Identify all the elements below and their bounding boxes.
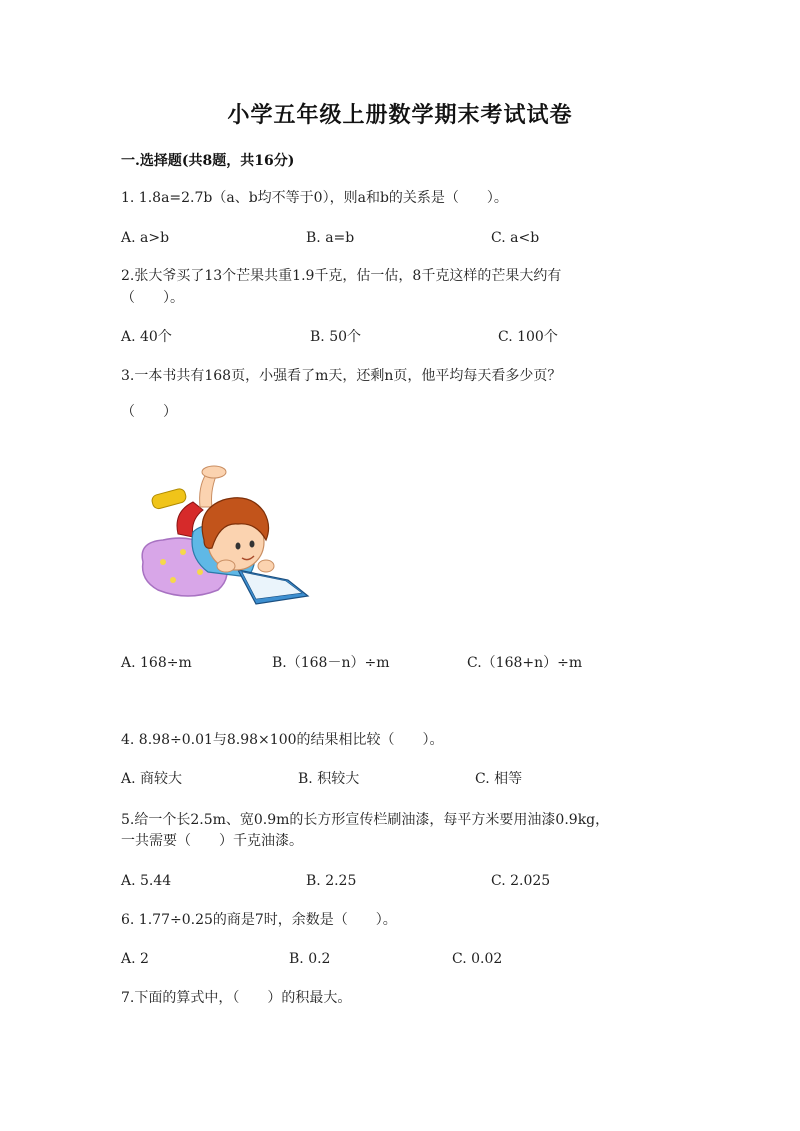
question-2: 2.张大爷买了13个芒果共重1.9千克，估一估，8千克这样的芒果大约有	[121, 268, 562, 284]
foot	[202, 466, 226, 478]
question-6: 6. 1.77÷0.25的商是7时，余数是（ ）。	[121, 912, 397, 928]
q2-option-b[interactable]: B. 50个	[310, 329, 362, 345]
q4-option-c[interactable]: C. 相等	[475, 771, 523, 787]
q1-option-a[interactable]: A. a>b	[121, 230, 170, 246]
question-5: 5.给一个长2.5m、宽0.9m的长方形宣传栏刷油漆，每平方米要用油漆0.9kg，	[121, 812, 610, 828]
q4-option-b[interactable]: B. 积较大	[298, 771, 360, 787]
question-3: 3.一本书共有168页，小强看了m天，还剩n页，他平均每天看多少页？	[121, 368, 562, 384]
q5-option-a[interactable]: A. 5.44	[121, 873, 172, 889]
eye	[250, 541, 255, 548]
q3-option-b[interactable]: B.（168－n）÷m	[272, 655, 390, 671]
leg-up	[200, 474, 216, 507]
pillow-dot	[170, 577, 176, 583]
q1-option-b[interactable]: B. a=b	[306, 230, 355, 246]
question-4: 4. 8.98÷0.01与8.98×100的结果相比较（ ）。	[121, 732, 444, 748]
pillow-dot	[197, 569, 203, 575]
pillow-dot	[160, 559, 166, 565]
q3-option-a[interactable]: A. 168÷m	[121, 655, 192, 671]
question-2-cont: （ ）。	[121, 290, 184, 306]
q2-option-c[interactable]: C. 100个	[498, 329, 558, 345]
question-7: 7.下面的算式中，（ ）的积最大。	[121, 990, 352, 1006]
q1-option-c[interactable]: C. a<b	[491, 230, 540, 246]
q5-option-c[interactable]: C. 2.025	[491, 873, 551, 889]
hand	[217, 560, 235, 572]
q2-option-a[interactable]: A. 40个	[121, 329, 172, 345]
q5-option-b[interactable]: B. 2.25	[306, 873, 357, 889]
sock-yellow	[151, 488, 187, 510]
question-3-cont: （ ）	[121, 404, 177, 420]
question-1: 1. 1.8a=2.7b（a、b均不等于0），则a和b的关系是（ ）。	[121, 190, 508, 206]
q6-option-c[interactable]: C. 0.02	[452, 951, 503, 967]
hand	[258, 560, 274, 572]
section-heading: 一.选择题(共8题，共16分)	[121, 153, 295, 169]
q4-option-a[interactable]: A. 商较大	[121, 771, 183, 787]
pillow-dot	[180, 549, 186, 555]
child-reading-illustration	[138, 462, 318, 612]
q6-option-b[interactable]: B. 0.2	[289, 951, 331, 967]
exam-title: 小学五年级上册数学期末考试试卷	[227, 102, 573, 128]
eye	[236, 543, 241, 550]
q3-option-c[interactable]: C.（168+n）÷m	[467, 655, 583, 671]
question-5-cont: 一共需要（ ）千克油漆。	[121, 833, 303, 849]
q6-option-a[interactable]: A. 2	[121, 951, 149, 967]
